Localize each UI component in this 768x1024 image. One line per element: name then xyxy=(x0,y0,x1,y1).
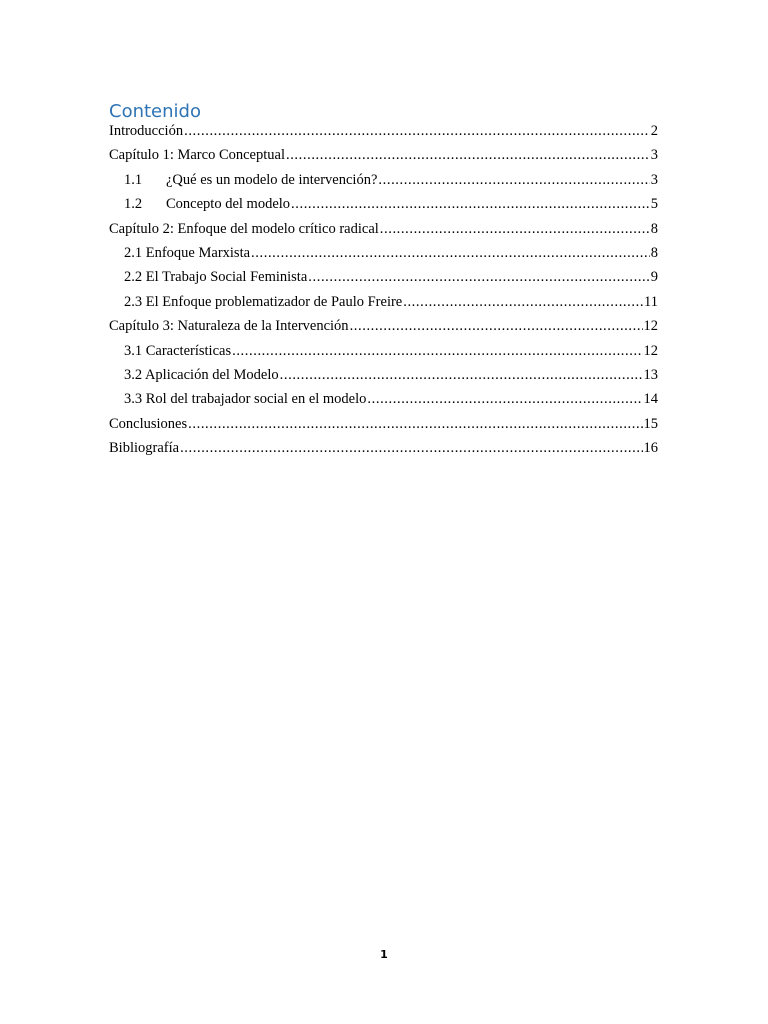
toc-entry-page[interactable]: 9 xyxy=(650,269,658,286)
toc-entry-page[interactable]: 8 xyxy=(650,220,658,237)
toc-dot-leader xyxy=(380,221,650,238)
toc-entry-text[interactable]: Concepto del modelo xyxy=(166,196,291,213)
toc-entry-page[interactable]: 13 xyxy=(643,366,658,383)
toc-heading: Contenido xyxy=(109,101,201,122)
page-number: 1 xyxy=(380,948,388,961)
toc-entry-number: 1.1 xyxy=(124,171,143,188)
toc-dot-leader xyxy=(280,367,643,384)
table-of-contents xyxy=(109,123,658,464)
toc-entry-page[interactable]: 3 xyxy=(650,147,658,164)
toc-entry-text[interactable]: 2.3 El Enfoque problematizador de Paulo Freire xyxy=(124,293,403,310)
toc-dot-leader xyxy=(378,172,649,189)
toc-entry-page[interactable]: 3 xyxy=(650,171,658,188)
toc-entry[interactable] xyxy=(109,172,658,196)
toc-entry-text[interactable]: Capítulo 2: Enfoque del modelo crítico radical xyxy=(109,220,379,237)
toc-entry-text[interactable]: Capítulo 3: Naturaleza de la Intervención xyxy=(109,318,349,335)
toc-dot-leader xyxy=(188,416,642,433)
toc-entry-number: 1.2 xyxy=(124,196,143,213)
toc-entry[interactable] xyxy=(109,318,658,342)
toc-dot-leader xyxy=(184,123,650,140)
toc-entry[interactable] xyxy=(109,123,658,147)
toc-entry[interactable] xyxy=(109,196,658,220)
toc-dot-leader xyxy=(350,318,643,335)
toc-entry-page[interactable]: 14 xyxy=(643,391,658,408)
toc-entry-text[interactable]: Introducción xyxy=(109,123,184,139)
toc-entry-page[interactable]: 12 xyxy=(643,342,658,359)
toc-entry-page[interactable]: 11 xyxy=(644,293,658,310)
toc-entry-page[interactable]: 2 xyxy=(650,123,658,139)
toc-dot-leader xyxy=(308,269,649,286)
toc-entry-text[interactable]: Capítulo 1: Marco Conceptual xyxy=(109,147,285,164)
toc-entry-text[interactable]: 3.1 Características xyxy=(124,342,232,359)
toc-entry-page[interactable]: 16 xyxy=(643,440,658,457)
toc-entry-page[interactable]: 8 xyxy=(650,244,658,261)
toc-entry-text[interactable]: 2.1 Enfoque Marxista xyxy=(124,244,251,261)
toc-dot-leader xyxy=(251,245,650,262)
toc-entry[interactable] xyxy=(109,367,658,391)
toc-dot-leader xyxy=(232,343,642,360)
toc-entry-text[interactable]: 3.2 Aplicación del Modelo xyxy=(124,366,279,383)
toc-entry[interactable] xyxy=(109,147,658,171)
toc-entry-page[interactable]: 15 xyxy=(643,415,658,432)
toc-entry-text[interactable]: Bibliografía xyxy=(109,440,180,457)
toc-entry-text[interactable]: 3.3 Rol del trabajador social en el modelo xyxy=(124,391,367,408)
toc-dot-leader xyxy=(367,391,642,408)
toc-entry[interactable] xyxy=(109,416,658,440)
toc-entry[interactable] xyxy=(109,294,658,318)
toc-entry-text[interactable]: ¿Qué es un modelo de intervención? xyxy=(166,171,378,188)
toc-dot-leader xyxy=(180,440,642,457)
toc-dot-leader xyxy=(291,196,650,213)
toc-dot-leader xyxy=(403,294,643,311)
toc-entry[interactable] xyxy=(109,343,658,367)
toc-entry[interactable] xyxy=(109,269,658,293)
toc-entry-page[interactable]: 5 xyxy=(650,196,658,213)
toc-entry-text[interactable]: Conclusiones xyxy=(109,415,188,432)
toc-dot-leader xyxy=(286,147,650,164)
toc-entry[interactable] xyxy=(109,440,658,464)
toc-entry-page[interactable]: 12 xyxy=(643,318,658,335)
toc-entry-text[interactable]: 2.2 El Trabajo Social Feminista xyxy=(124,269,308,286)
toc-entry[interactable] xyxy=(109,391,658,415)
toc-entry[interactable] xyxy=(109,221,658,245)
toc-entry[interactable] xyxy=(109,245,658,269)
